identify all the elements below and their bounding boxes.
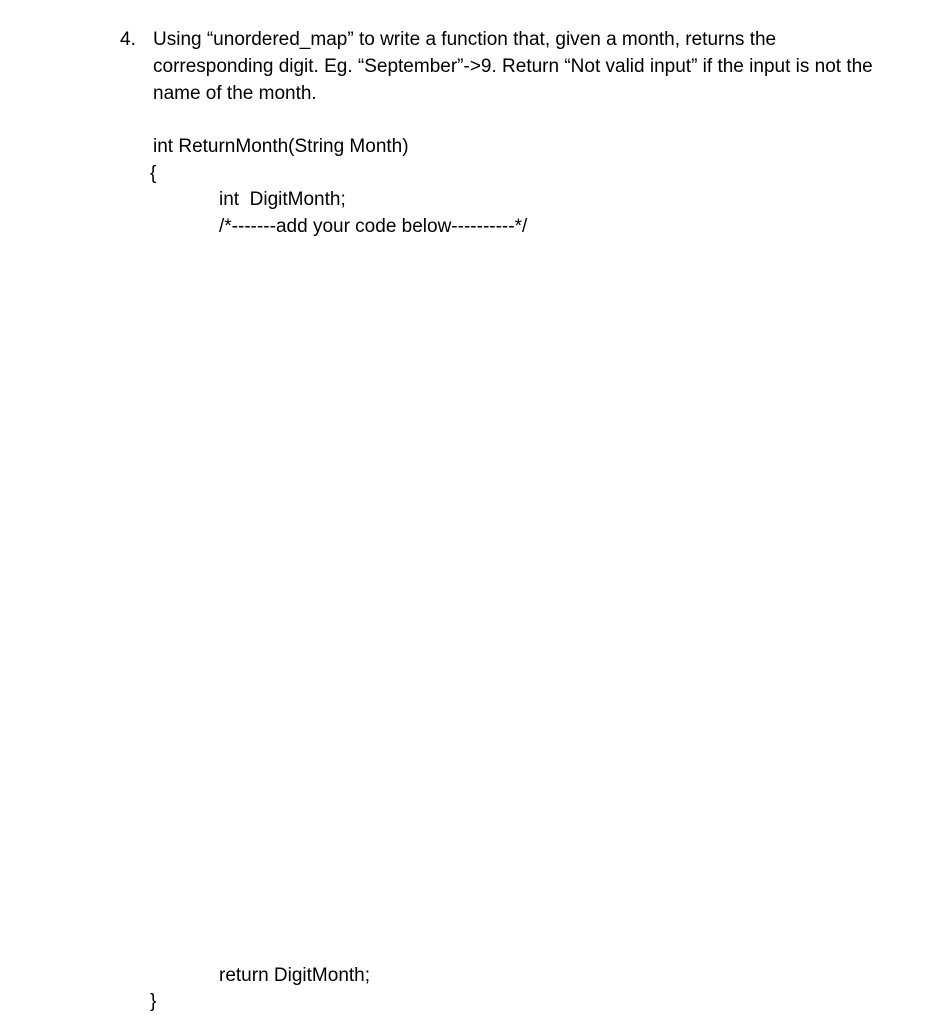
question-line: corresponding digit. Eg. “September”->9. Return “Not valid input” if the input is not the	[153, 56, 873, 77]
answer-area[interactable]	[219, 245, 919, 945]
question-line: Using “unordered_map” to write a function that, given a month, returns the	[153, 29, 777, 50]
variable-declaration: int DigitMonth;	[219, 189, 346, 210]
function-signature: int ReturnMonth(String Month)	[153, 136, 409, 157]
question-text	[153, 26, 943, 107]
open-brace: {	[150, 163, 157, 184]
question-number: 4.	[120, 29, 136, 50]
question-line: name of the month.	[153, 83, 317, 104]
return-statement: return DigitMonth;	[219, 965, 371, 986]
code-placeholder-comment: /*-------add your code below----------*/	[219, 216, 528, 237]
close-brace: }	[150, 991, 157, 1012]
